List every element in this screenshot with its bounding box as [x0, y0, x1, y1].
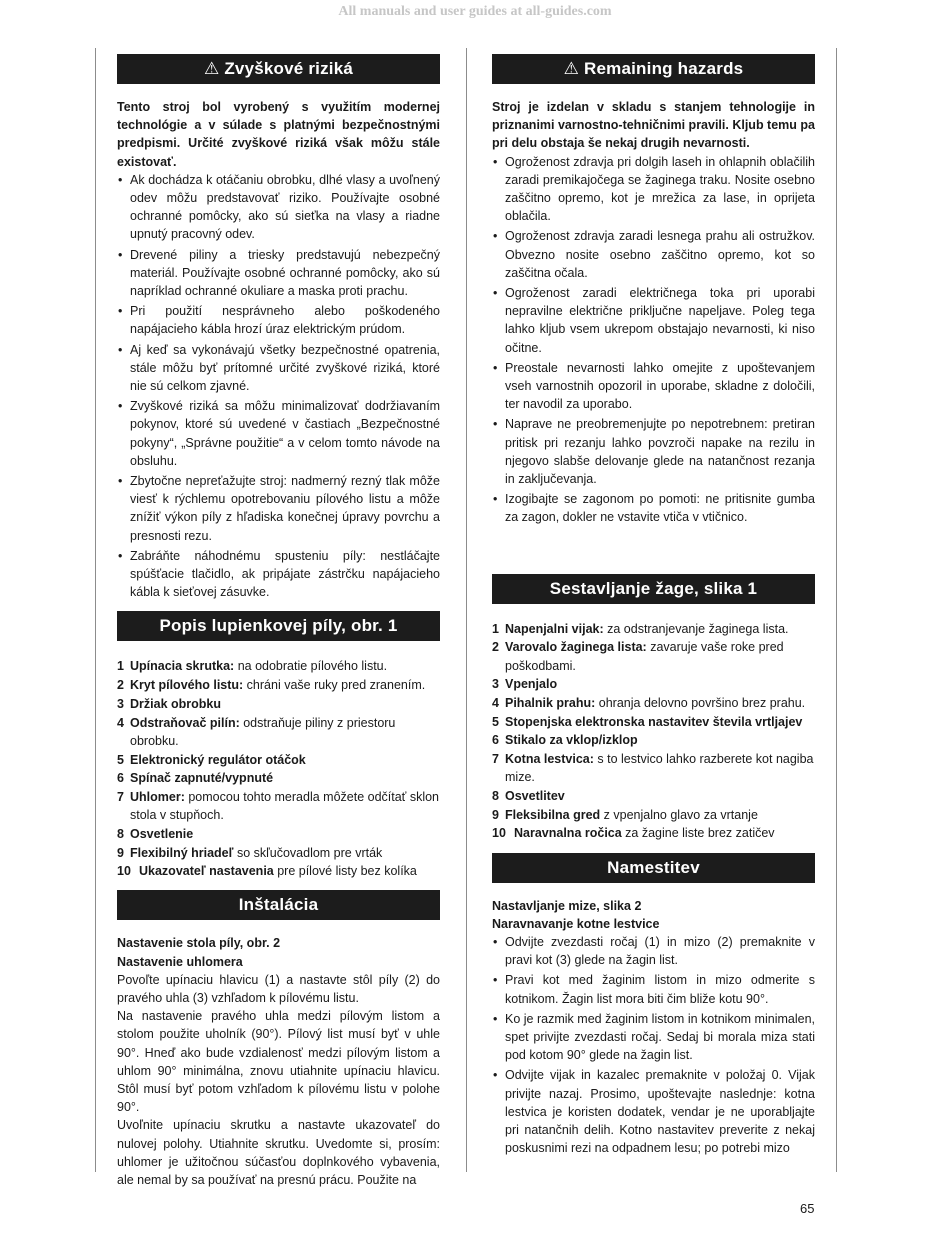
list-item: 4 Odstraňovač pilín: odstraňuje piliny z priestoru obrobku. [117, 715, 396, 748]
list-item: 10 Ukazovateľ nastavenia pre pílové listy bez kolíka [117, 864, 417, 879]
list-item: 3 Držiak obrobku [117, 696, 221, 711]
installation-paragraph: Uvoľnite upínaciu skrutku a nastavte ukazovateľ do nulovej polohy. Utiahnite skrutku. Uvedomte si, prosím: uhlomer je užitočnou súčasťou doplnkového vybavenia, ale nemal by sa používať na presnú prácu. Použite na [117, 1118, 440, 1188]
list-item: • Odvijte vijak in kazalec premaknite v položaj 0. Vijak privijte nazaj. Prosimo, upoštevajte naslednje: kotna lestvica je koristen dodatek, vendar je ne uporabljajte pri natančnih delih. Kotno nastavitev preverite z nekaj poskusnimi rezi na odpadnem lesu; po potrebi mizo [492, 1066, 815, 1157]
list-item: • Drevené piliny a triesky predstavujú nebezpečný materiál. Používajte osobné ochranné pomôcky, ako sú napríklad ochranné okuliare a maska proti prachu. [117, 246, 440, 301]
column-divider-left [95, 48, 96, 1172]
section-header-saw-assembly: Sestavljanje žage, slika 1 [492, 574, 815, 604]
setup-steps-list [492, 933, 815, 1157]
column-divider-middle [466, 48, 467, 1172]
installation-subheading-2: Nastavenie uhlomera [117, 954, 243, 969]
list-item: 9 Flexibilný hriadeľ so skľučovadlom pre vrták [117, 845, 383, 860]
list-item: 2 Varovalo žaginega lista: zavaruje vaše roke pred poškodbami. [492, 640, 784, 673]
right-column [492, 54, 815, 1159]
list-item: 9 Fleksibilna gred z vpenjalno glavo za vrtanje [492, 807, 758, 822]
list-item: 8 Osvetlitev [492, 789, 565, 803]
remaining-hazards-intro: Stroj je izdelan v skladu s stanjem tehnologije in priznanimi varnostno-tehničnimi pravili. Kljub temu pa pri delu obstaja še nekaj drugih nevarnosti. [492, 100, 815, 151]
section-header-setup: Namestitev [492, 853, 815, 883]
list-item: • Ogroženost zaradi električnega toka pri uporabi nepravilne električne priključne napeljave. Poleg tega lahko kljub vsem ukrepom obstajajo nevarnosti, ki niso očitne. [492, 284, 815, 357]
section-header-saw-description: Popis lupienkovej píly, obr. 1 [117, 611, 440, 641]
list-item: • Odvijte zvezdasti ročaj (1) in mizo (2) premaknite v pravi kot (3) glede na žagin list. [492, 933, 815, 969]
page-number: 65 [800, 1201, 815, 1216]
list-item: • Ko je razmik med žaginim listom in kotnikom minimalen, spet privijte zvezdasti ročaj. Sedaj bi morala miza stati pod kotom 90° glede na žagin list. [492, 1010, 815, 1065]
list-item: 5 Stopenjska elektronska nastavitev števila vrtljajev [492, 714, 803, 729]
section-header-installation: Inštalácia [117, 890, 440, 920]
installation-subheading: Nastavenie stola píly, obr. 2 [117, 936, 281, 951]
remaining-hazards-list [492, 153, 815, 527]
setup-subheading: Nastavljanje mize, slika 2 [492, 898, 642, 913]
list-item: 7 Kotna lestvica: s to lestvico lahko razberete kot nagiba mize. [492, 752, 814, 785]
list-item: 6 Stikalo za vklop/izklop [492, 733, 638, 748]
list-item: • Naprave ne preobremenjujte po nepotrebnem: pretiran pritisk pri rezanju lahko povzroči napake na rezilu in njegovo slabše delovanje glede na natančnost rezanja in zaključevanja. [492, 415, 815, 488]
section-header-remaining-hazards: ⚠ Remaining hazards [492, 54, 815, 84]
list-item: 5 Elektronický regulátor otáčok [117, 752, 306, 767]
list-item: • Zbytočne nepreťažujte stroj: nadmerný rezný tlak môže viesť k rýchlemu opotrebovaniu pílového listu a môže znížiť výkon píly z hľadiska konečnej úpravy povrchu a presnosti rezu. [117, 472, 440, 545]
saw-parts-list [117, 657, 440, 880]
list-item: 7 Uhlomer: pomocou tohto meradla môžete odčítať sklon stola v stupňoch. [117, 789, 440, 823]
list-item: • Izogibajte se zagonom po pomoti: ne pritisnite gumba za zagon, dokler ne vstavite vtiča v vtičnico. [492, 490, 815, 526]
left-column [117, 54, 440, 1189]
list-item: 8 Osvetlenie [117, 826, 194, 841]
list-item: • Ogroženost zdravja zaradi lesnega prahu ali ostružkov. Obvezno nosite osebno zaščitno opremo, kot so zaščitna očala. [492, 227, 815, 282]
installation-paragraph: Na nastavenie pravého uhla medzi pílovým listom a stolom použite uholník (90°). Pílový list musí byť v uhle 90°. Hneď ako bude vzdialenosť medzi pílovým listom a uhlom 90° minimálna, znovu utiahnite upínaciu hlavicu. Stôl musí byť potom vzhľadom k pílovému listu v polohe 90°. [117, 1009, 440, 1115]
list-item: • Pri použití nesprávneho alebo poškodeného napájacieho kábla hrozí úraz elektrickým prúdom. [117, 302, 440, 338]
list-item: 1 Napenjalni vijak: za odstranjevanje žaginega lista. [492, 621, 789, 636]
list-item: • Preostale nevarnosti lahko omejite z upoštevanjem vseh varnostnih opozoril in uporabe, skladne z določili, ter navodil za uporabo. [492, 359, 815, 414]
residual-risks-intro: Tento stroj bol vyrobený s využitím modernej technológie a v súlade s platnými bezpečnostnými predpismi. Určité zvyškové riziká však môžu stále existovať. [117, 100, 440, 169]
list-item: 4 Pihalnik prahu: ohranja delovno površino brez prahu. [492, 695, 806, 710]
column-divider-right [836, 48, 837, 1172]
section-header-residual-risks: ⚠ Zvyškové riziká [117, 54, 440, 84]
setup-subheading-2: Naravnavanje kotne lestvice [492, 916, 660, 931]
watermark: All manuals and user guides at all-guides.com [338, 4, 612, 19]
list-item: • Aj keď sa vykonávajú všetky bezpečnostné opatrenia, stále môžu byť prítomné určité zvyškové riziká, ktoré nie sú celkom zjavné. [117, 341, 440, 396]
list-item: • Zvyškové riziká sa môžu minimalizovať dodržiavaním pokynov, ktoré sú uvedené v častiach „Bezpečnostné pokyny“, „Správne použitie“ a v celom tomto návode na obsluhu. [117, 397, 440, 470]
list-item: • Zabráňte náhodnému spusteniu píly: nestláčajte spúšťacie tlačidlo, ak pripájate zástrčku napájacieho kábla k sieťovej zásuvke. [117, 547, 440, 602]
list-item: 3 Vpenjalo [492, 677, 558, 692]
installation-paragraph: Povoľte upínaciu hlavicu (1) a nastavte stôl píly (2) do pravého uhla (3) vzhľadom k pílovému listu. [117, 972, 440, 1006]
list-item: 2 Kryt pílového listu: chráni vaše ruky pred zranením. [117, 678, 426, 693]
residual-risks-list [117, 171, 440, 602]
list-item: 1 Upínacia skrutka: na odobratie pílového listu. [117, 659, 388, 674]
assembly-parts-list [492, 620, 815, 843]
list-item: 6 Spínač zapnuté/vypnuté [117, 771, 274, 786]
list-item: • Pravi kot med žaginim listom in mizo odmerite s kotnikom. Žagin list mora biti čim bliže kotu 90°. [492, 971, 815, 1007]
list-item: • Ak dochádza k otáčaniu obrobku, dlhé vlasy a uvoľnený odev môžu predstavovať riziko. Používajte osobné ochranné pomôcky, ako sú sieťka na vlasy a riadne upnutý pracovný odev. [117, 171, 440, 244]
list-item: 10 Naravnalna ročica za žagine liste brez zatičev [492, 826, 775, 841]
list-item: • Ogroženost zdravja pri dolgih laseh in ohlapnih oblačilih zaradi premikajočega se žaginega traku. Nosite osebno zaščitno opremo, kot je mrežica za lase, in oprijeta oblačila. [492, 153, 815, 226]
